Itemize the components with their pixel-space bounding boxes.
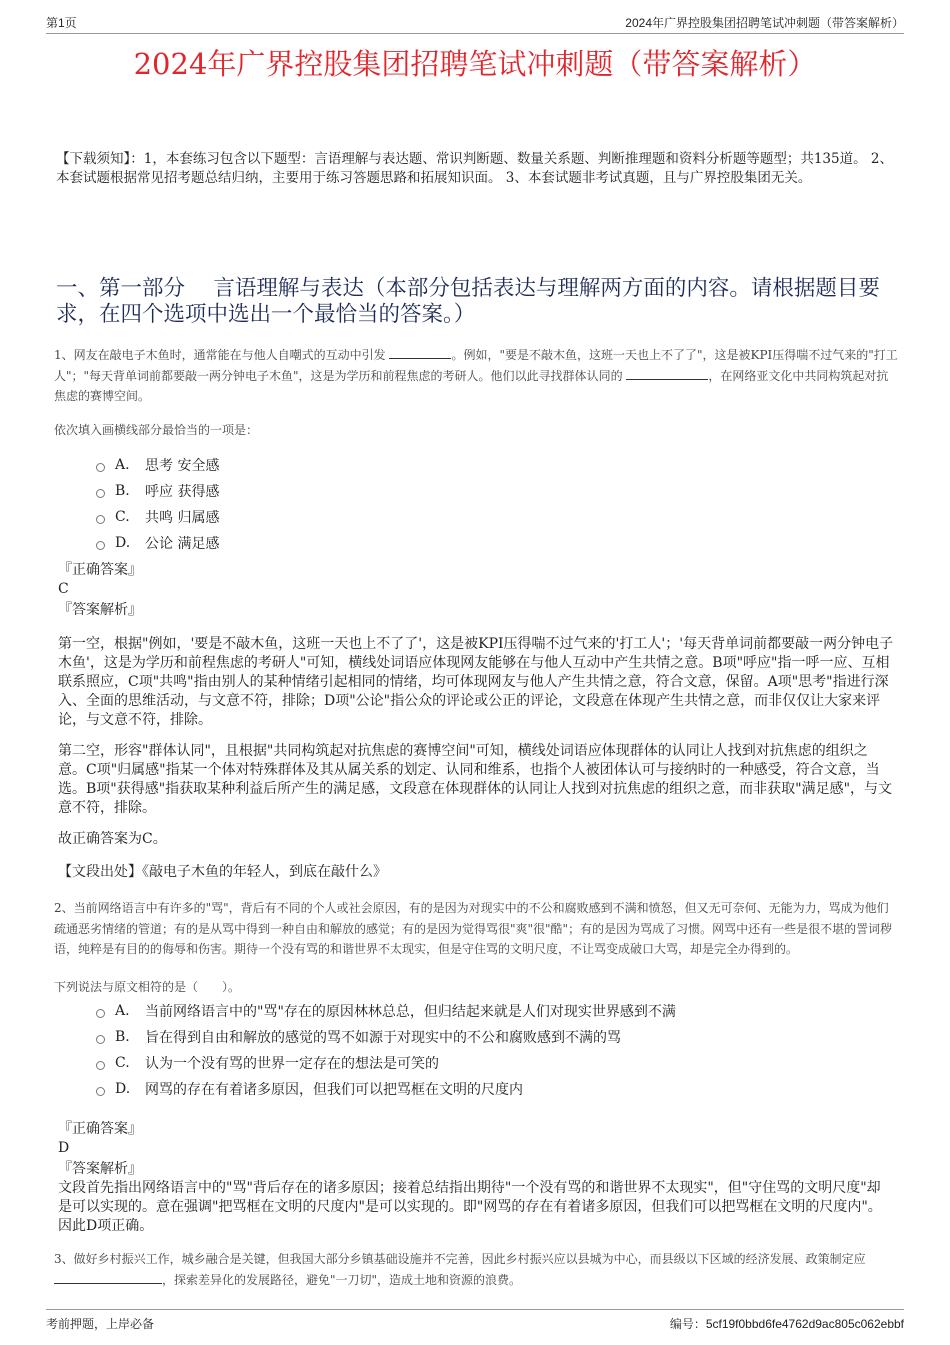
option-text: 网骂的存在有着诸多原因，但我们可以把骂框在文明的尺度内	[145, 1082, 523, 1098]
correct-answer: C	[58, 581, 69, 597]
option-letter: D.	[115, 1081, 131, 1097]
option-text: 思考 安全感	[145, 458, 220, 474]
option-letter: C.	[115, 1055, 130, 1071]
stem-text: 。例如，"要是不敲木鱼，这班一天也上不了了"，这是被KPI压得喘不过气来的"打工人"；"每天背单词前都要敲一两分钟电子木鱼"，这是为学历和前程焦虑的考研人。他们以此寻找群体认同的	[54, 348, 898, 383]
radio-icon[interactable]	[96, 1087, 105, 1096]
option-text: 当前网络语言中的"骂"存在的原因林林总总，但归结起来就是人们对现实世界感到不满	[145, 1004, 676, 1020]
radio-icon[interactable]	[96, 1061, 105, 1070]
option-text: 公论 满足感	[145, 536, 220, 552]
radio-icon[interactable]	[96, 489, 105, 498]
radio-icon[interactable]	[96, 1009, 105, 1018]
option-letter: B.	[115, 483, 130, 499]
option-d[interactable]	[96, 530, 219, 556]
analysis-paragraph: 文段首先指出网络语言中的"骂"背后存在的诸多原因；接着总结指出期待"一个没有骂的和谐世界不太现实"，但"守住骂的文明尺度"却是可以实现的。意在强调"把骂框在文明的尺度内"是可以实现的。即"网骂的存在有着诸多原因，但我们可以把骂框在文明的尺度内"。因此D项正确。	[58, 1180, 882, 1234]
footer-slogan: 考前押题，上岸必备	[46, 1317, 155, 1331]
blank-1	[54, 1272, 162, 1284]
correct-answer: D	[58, 1140, 70, 1156]
analysis-label: 『答案解析』	[58, 1161, 142, 1177]
question-3-stem	[54, 1249, 899, 1290]
question-1-stem	[54, 345, 899, 407]
page-number: 第1页	[46, 16, 77, 30]
option-letter: A.	[115, 457, 130, 473]
question-2-prompt: 下列说法与原文相符的是（ ）。	[54, 980, 241, 994]
option-b[interactable]	[96, 1024, 676, 1050]
stem-text: ，探索差异化的发展路径，避免"一刀切"，造成土地和资源的浪费。	[162, 1272, 522, 1287]
blank-2	[626, 368, 708, 380]
radio-icon[interactable]	[96, 1035, 105, 1044]
page-footer	[46, 1309, 904, 1332]
option-c[interactable]	[96, 504, 219, 530]
section-heading: 一、第一部分 言语理解与表达（本部分包括表达与理解两方面的内容。请根据题目要求，在四个选项中选出一个最恰当的答案。）	[56, 276, 880, 327]
analysis-label: 『答案解析』	[58, 602, 142, 618]
option-c[interactable]	[96, 1050, 676, 1076]
header-doc-title: 2024年广界控股集团招聘笔试冲刺题（带答案解析）	[625, 16, 904, 30]
question-1-prompt: 依次填入画横线部分最恰当的一项是：	[54, 423, 259, 437]
option-letter: B.	[115, 1029, 130, 1045]
option-letter: A.	[115, 1003, 130, 1019]
blank-1	[389, 347, 451, 359]
option-text: 呼应 获得感	[145, 484, 220, 500]
stem-text: ，在网络亚文化中共同构筑起对抗焦虑的赛博空间。	[54, 368, 889, 403]
document-title: 2024年广界控股集团招聘笔试冲刺题（带答案解析）	[133, 47, 817, 81]
stem-text: 1、网友在敲电子木鱼时，通常能在与他人自嘲式的互动中引发	[54, 348, 386, 362]
analysis-conclusion: 故正确答案为C。	[58, 831, 167, 847]
question-1-options	[96, 452, 219, 556]
analysis-paragraph: 第一空，根据"例如，'要是不敲木鱼，这班一天也上不了了'，这是被KPI压得喘不过气来的'打工人'；'每天背单词前都要敲一两分钟电子木鱼'，这是为学历和前程焦虑的考研人"可知，横线处词语应体现网友能够在与他人互动中产生共情之意。B项"呼应"指一呼一应、互相联系照应，C项"共鸣"指由别人的某种情绪引起相同的情绪，均可体现网友与他人产生共情之意，符合文意，保留。A项"思考"指进行深入、全面的思维活动，与文意不符，排除；D项"公论"指公众的评论或公正的评论，文段意在体现产生共情之意，而非仅仅让大家来评论，与文意不符，排除。	[58, 636, 894, 728]
option-text: 认为一个没有骂的世界一定存在的想法是可笑的	[145, 1056, 439, 1072]
radio-icon[interactable]	[96, 463, 105, 472]
question-2-stem: 2、当前网络语言中有许多的"骂"，背后有不同的个人或社会原因，有的是因为对现实中的不公和腐败感到不满和愤怒，但又无可奈何、无能为力，骂成为他们疏通恶劣情绪的管道；有的是从骂中得到一种自由和解放的感觉；有的是因为觉得骂很"爽"很"酷"；有的是因为骂成了习惯。网骂中还有一些是很不堪的詈词秽语，纯粹是有目的的侮辱和伤害。期待一个没有骂的和谐世界不太现实，但是守住骂的文明尺度，不让骂变成破口大骂，却是完全办得到的。	[54, 901, 893, 956]
question-2-options	[96, 998, 676, 1102]
option-text: 旨在得到自由和解放的感觉的骂不如源于对现实中的不公和腐败感到不满的骂	[145, 1030, 621, 1046]
analysis-paragraph: 第二空，形容"群体认同"，且根据"共同构筑起对抗焦虑的赛博空间"可知，横线处词语应体现群体的认同让人找到对抗焦虑的组织之意。C项"归属感"指某一个体对特殊群体及其从属关系的划定、认同和维系，也指个人被团体认可与接纳时的一种感受，符合文意，当选。B项"获得感"指获取某种利益后所产生的满足感，文段意在体现群体的认同让人找到对抗焦虑的组织之意，而非获取"满足感"，与文意不符，排除。	[58, 743, 893, 816]
radio-icon[interactable]	[96, 515, 105, 524]
download-notice: 【下载须知】：1，本套练习包含以下题型：言语理解与表达题、常识判断题、数量关系题、判断推理题和资料分析题等题型；共135道。 2、本套试题根据常见招考题总结归纳，主要用于练习答题思路和拓展知识面。 3、本套试题非考试真题，且与广界控股集团无关。	[56, 151, 893, 186]
page-header	[46, 14, 904, 34]
document-id: 编号：5cf19f0bbd6fe4762d9ac805c062ebbf	[669, 1317, 904, 1331]
option-d[interactable]	[96, 1076, 676, 1102]
option-b[interactable]	[96, 478, 219, 504]
source-note: 【文段出处】《敲电子木鱼的年轻人，到底在敲什么》	[58, 864, 387, 880]
option-a[interactable]	[96, 998, 676, 1024]
stem-text: 3、做好乡村振兴工作，城乡融合是关键，但我国大部分乡镇基础设施并不完善，因此乡村振兴应以县城为中心，而县级以下区域的经济发展、政策制定应	[54, 1252, 866, 1266]
option-letter: D.	[115, 535, 131, 551]
answer-label: 『正确答案』	[58, 562, 142, 578]
radio-icon[interactable]	[96, 541, 105, 550]
answer-label: 『正确答案』	[58, 1121, 142, 1137]
option-letter: C.	[115, 509, 130, 525]
option-text: 共鸣 归属感	[145, 510, 220, 526]
option-a[interactable]	[96, 452, 219, 478]
